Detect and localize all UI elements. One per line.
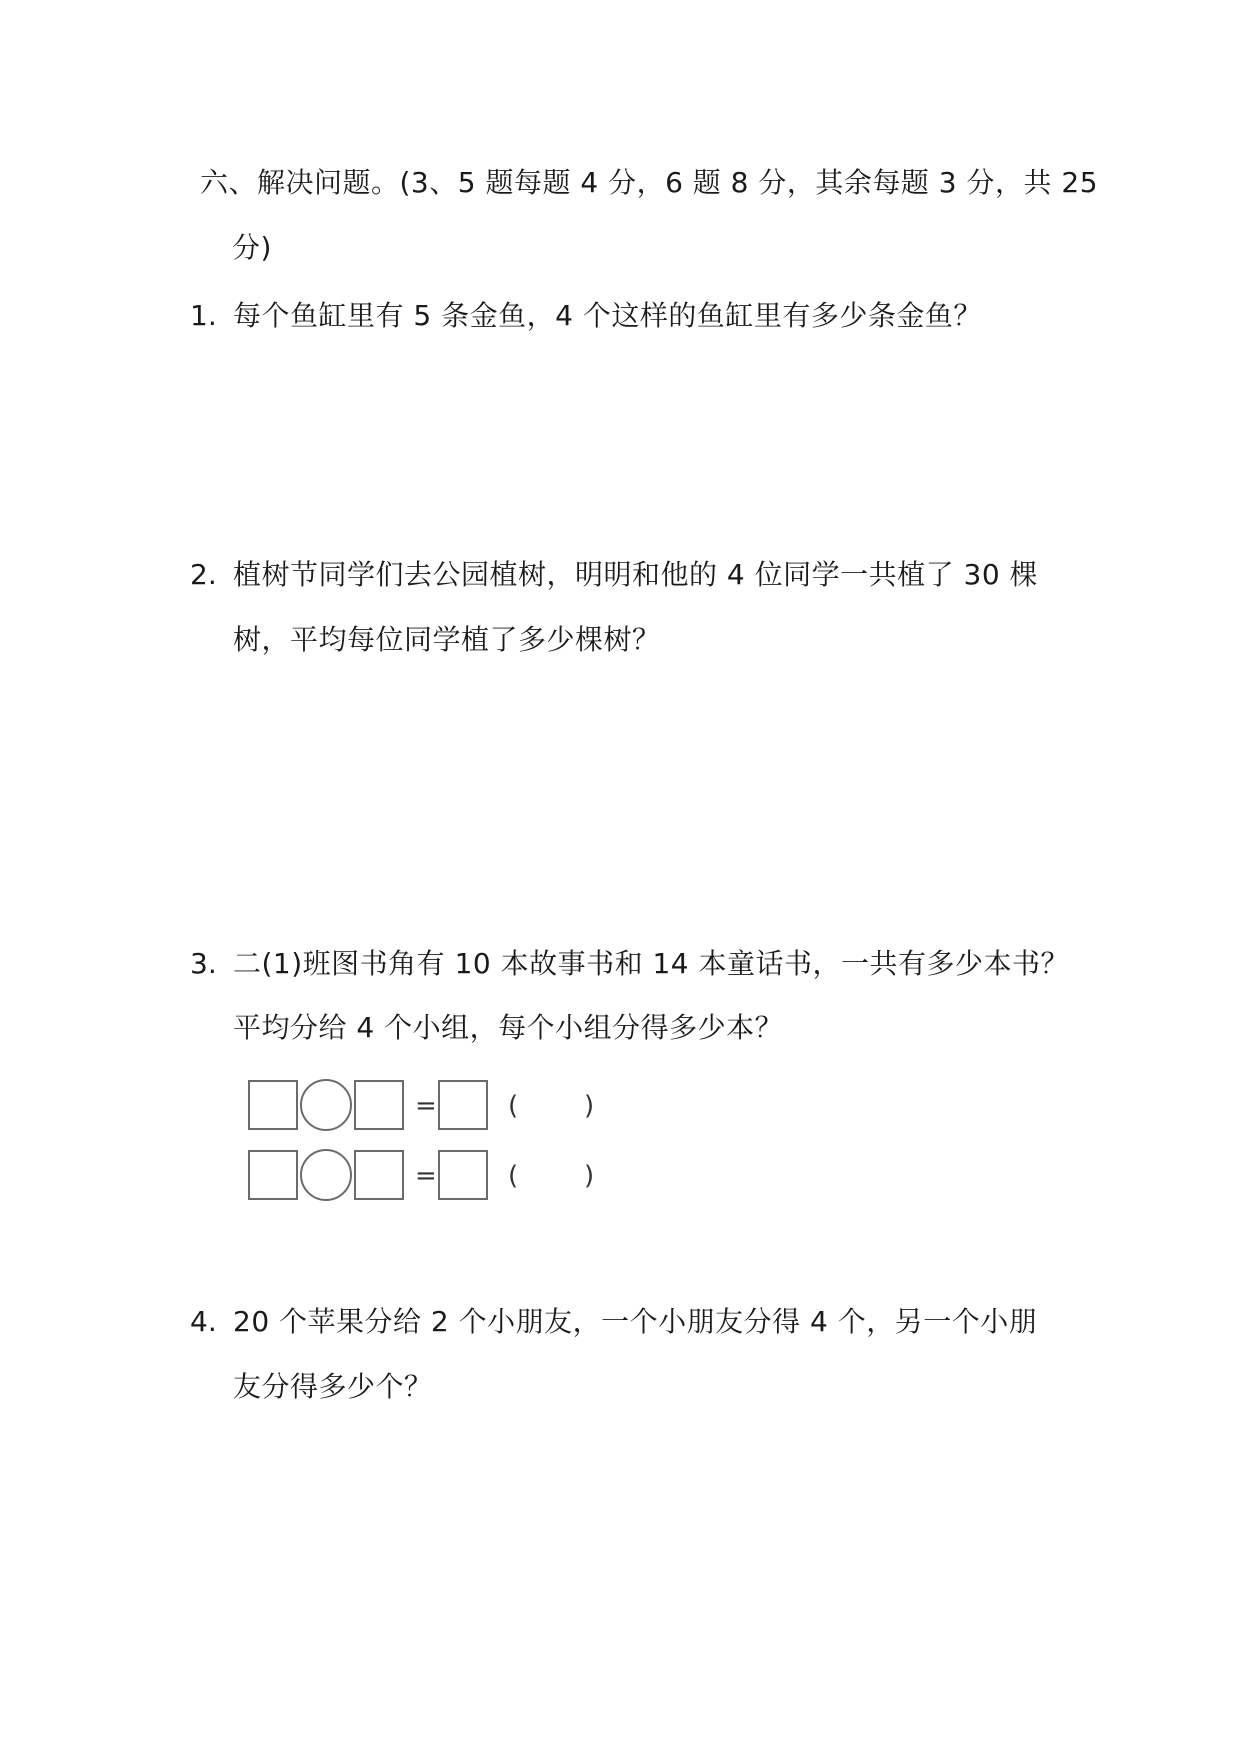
question-2-text-continued: 树，平均每位同学植了多少棵树？ (233, 623, 661, 656)
unit-paren-close: ) (584, 1091, 595, 1121)
operator-circle[interactable] (300, 1149, 352, 1201)
question-2-number: 2. (190, 558, 217, 591)
section-title-continued: 分) (232, 231, 272, 264)
result-box[interactable] (438, 1150, 488, 1200)
question-4-text: 20 个苹果分给 2 个小朋友，一个小朋友分得 4 个，另一个小朋 (233, 1305, 1038, 1338)
question-1-number: 1. (190, 299, 217, 332)
operand-box[interactable] (354, 1150, 404, 1200)
question-3-number: 3. (190, 947, 217, 980)
operand-box[interactable] (248, 1080, 298, 1130)
operator-circle[interactable] (300, 1079, 352, 1131)
question-3-text: 二(1)班图书角有 10 本故事书和 14 本童话书，一共有多少本书？ (233, 947, 1070, 980)
question-4-text-continued: 友分得多少个？ (233, 1370, 433, 1403)
equals-sign: = (415, 1091, 437, 1121)
section-title: 六、解决问题。(3、5 题每题 4 分，6 题 8 分，其余每题 3 分，共 25 (200, 166, 1099, 199)
question-2-text: 植树节同学们去公园植树，明明和他的 4 位同学一共植了 30 棵 (233, 558, 1039, 591)
unit-paren-open: ( (508, 1161, 519, 1191)
question-3-text-continued: 平均分给 4 个小组，每个小组分得多少本？ (233, 1011, 784, 1044)
operand-box[interactable] (248, 1150, 298, 1200)
operand-box[interactable] (354, 1080, 404, 1130)
question-1-text: 每个鱼缸里有 5 条金鱼，4 个这样的鱼缸里有多少条金鱼？ (233, 299, 982, 332)
unit-paren-close: ) (584, 1161, 595, 1191)
question-4-number: 4. (190, 1305, 217, 1338)
equals-sign: = (415, 1161, 437, 1191)
unit-paren-open: ( (508, 1091, 519, 1121)
result-box[interactable] (438, 1080, 488, 1130)
